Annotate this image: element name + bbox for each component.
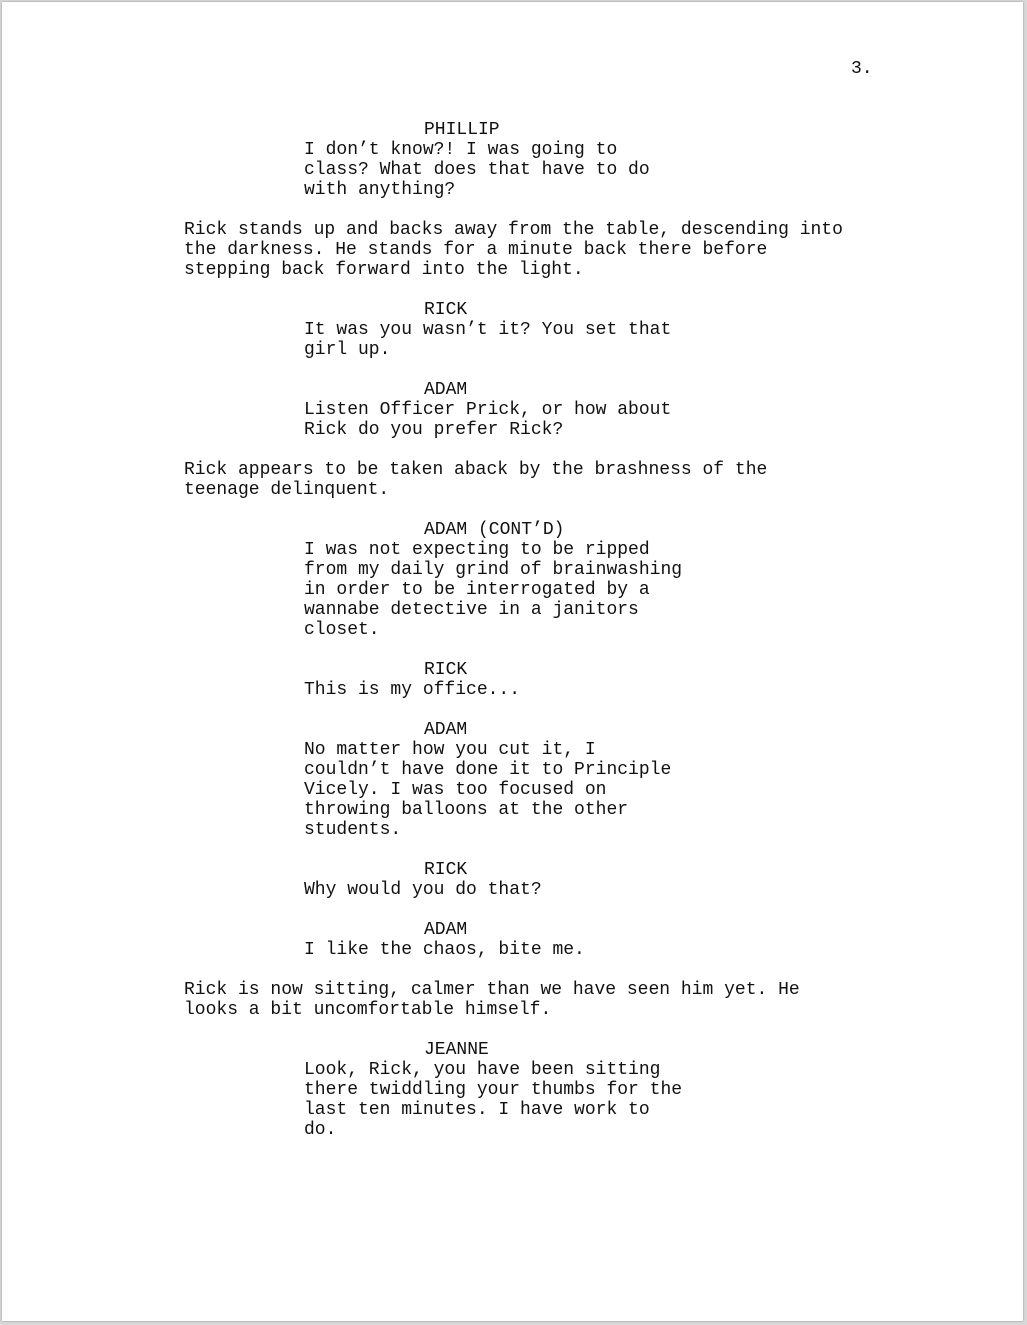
dialogue-block [184, 920, 944, 960]
dialogue-line: Why would you do that? [304, 880, 542, 900]
character-name: JEANNE [424, 1040, 489, 1060]
dialogue-line: last ten minutes. I have work to [304, 1100, 650, 1120]
dialogue-line: couldn’t have done it to Principle [304, 760, 672, 780]
action-line: Rick appears to be taken aback by the brashness of the [184, 460, 768, 480]
dialogue-block [184, 1040, 944, 1140]
action-block [184, 980, 944, 1020]
script-page [2, 2, 1023, 1321]
dialogue-line: Listen Officer Prick, or how about [304, 400, 672, 420]
character-name: RICK [424, 300, 468, 320]
dialogue-block [184, 300, 944, 360]
dialogue-line: throwing balloons at the other [304, 800, 629, 820]
dialogue-line: It was you wasn’t it? You set that [304, 320, 672, 340]
dialogue-block [184, 380, 944, 440]
dialogue-line: I was not expecting to be ripped [304, 540, 650, 560]
dialogue-line: Rick do you prefer Rick? [304, 420, 564, 440]
dialogue-line: students. [304, 820, 402, 840]
dialogue-line: closet. [304, 620, 380, 640]
action-block [184, 460, 944, 500]
dialogue-line: I like the chaos, bite me. [304, 940, 585, 960]
dialogue-block [184, 720, 944, 840]
page-number: 3. [851, 59, 873, 79]
dialogue-line: in order to be interrogated by a [304, 580, 650, 600]
dialogue-line: do. [304, 1120, 337, 1140]
action-block [184, 220, 944, 280]
action-line: Rick is now sitting, calmer than we have seen him yet. He [184, 980, 800, 1000]
script-body [184, 120, 944, 1160]
character-name: PHILLIP [424, 120, 500, 140]
dialogue-line: there twiddling your thumbs for the [304, 1080, 683, 1100]
character-name: ADAM (CONT’D) [424, 520, 565, 540]
dialogue-line: No matter how you cut it, I [304, 740, 596, 760]
dialogue-line: This is my office... [304, 680, 521, 700]
character-name: RICK [424, 660, 468, 680]
dialogue-block [184, 860, 944, 900]
character-name: ADAM [424, 720, 468, 740]
character-name: ADAM [424, 920, 468, 940]
dialogue-block [184, 660, 944, 700]
action-line: teenage delinquent. [184, 480, 390, 500]
dialogue-line: Vicely. I was too focused on [304, 780, 607, 800]
dialogue-line: with anything? [304, 180, 456, 200]
action-line: looks a bit uncomfortable himself. [184, 1000, 552, 1020]
character-name: ADAM [424, 380, 468, 400]
dialogue-line: class? What does that have to do [304, 160, 650, 180]
dialogue-line: from my daily grind of brainwashing [304, 560, 683, 580]
action-line: stepping back forward into the light. [184, 260, 584, 280]
dialogue-line: wannabe detective in a janitors [304, 600, 639, 620]
dialogue-line: I don’t know?! I was going to [304, 140, 618, 160]
character-name: RICK [424, 860, 468, 880]
dialogue-block [184, 520, 944, 640]
action-line: the darkness. He stands for a minute back there before [184, 240, 768, 260]
dialogue-block [184, 120, 944, 200]
dialogue-line: girl up. [304, 340, 391, 360]
dialogue-line: Look, Rick, you have been sitting [304, 1060, 661, 1080]
action-line: Rick stands up and backs away from the table, descending into [184, 220, 843, 240]
